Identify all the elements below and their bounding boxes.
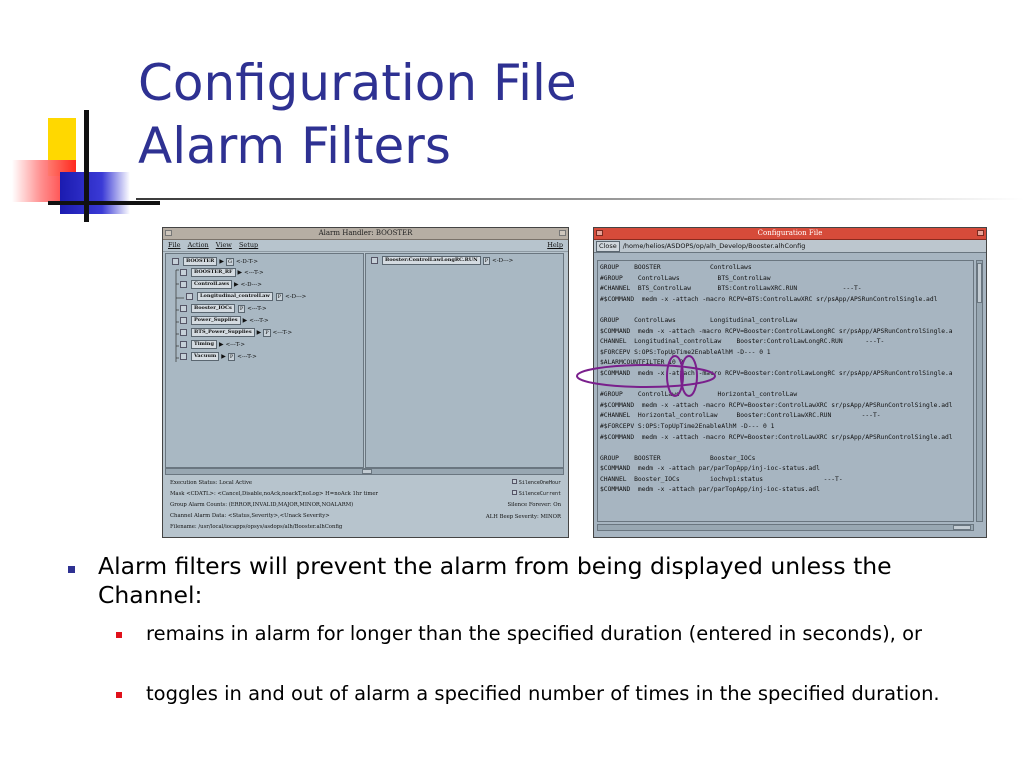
- scrollbar-knob[interactable]: [362, 469, 372, 474]
- menu-bar: [163, 240, 568, 252]
- config-line: #GROUP ControlLaws BTS_ControlLaw: [600, 274, 771, 282]
- mask-info: Mask <CDATL>: <Cancel,Disable,noAck,noackT,noLog> H=noAck 1hr timer: [170, 491, 379, 497]
- beep-severity: ALH Beep Severity: MINOR: [485, 514, 561, 520]
- status-area: [165, 477, 564, 535]
- group-status: <---T->: [225, 341, 245, 348]
- silence-one-hour-toggle[interactable]: [512, 479, 561, 486]
- title-line-1: Configuration File: [138, 54, 577, 112]
- group-status: <---T->: [237, 353, 257, 360]
- config-line: #$FORCEPV S:OPS:TopUpTime2EnableAlhM -D--- 0 1: [600, 422, 775, 430]
- expand-arrow-icon[interactable]: ▶: [234, 280, 239, 288]
- group-label[interactable]: BOOSTER: [183, 257, 217, 266]
- expand-arrow-icon[interactable]: ▶: [221, 352, 226, 360]
- group-tree-item[interactable]: [172, 257, 258, 266]
- config-line: #GROUP ControlLaws Horizontal_controlLaw: [600, 391, 798, 399]
- title-rule: [136, 198, 1024, 200]
- maximize-icon[interactable]: [559, 230, 566, 236]
- group-label[interactable]: Vacuum: [191, 352, 219, 361]
- group-checkbox[interactable]: [180, 281, 187, 288]
- group-checkbox[interactable]: [180, 305, 187, 312]
- group-checkbox[interactable]: [180, 353, 187, 360]
- decorative-logo: [0, 0, 160, 230]
- scrollbar-knob[interactable]: [977, 263, 982, 303]
- close-button[interactable]: Close: [596, 241, 620, 252]
- expand-arrow-icon[interactable]: ▶: [256, 328, 262, 336]
- expand-arrow-icon[interactable]: ▶: [219, 257, 224, 265]
- silence-current-label: SilenceCurrent: [518, 491, 561, 497]
- sub-bullet-icon: [116, 632, 122, 638]
- group-status: <---T->: [272, 329, 293, 336]
- maximize-icon[interactable]: [977, 230, 984, 236]
- horizontal-scrollbar[interactable]: [597, 524, 974, 531]
- group-label[interactable]: Booster_IOCs: [191, 304, 235, 313]
- config-line: $COMMAND medm -x -attach -macro RCPV=Booster:ControlLawLongRC sr/psApp/APSRunControlSingle.a: [600, 327, 953, 335]
- group-status: <-D-T->: [235, 258, 259, 265]
- menu-view[interactable]: View: [215, 241, 232, 249]
- scrollbar-knob[interactable]: [953, 525, 971, 530]
- menu-setup[interactable]: Setup: [238, 241, 259, 249]
- sub-bullet-icon: [116, 692, 122, 698]
- group-status: <-D--->: [240, 281, 262, 288]
- group-status: <---T->: [249, 317, 269, 324]
- title-line-2: Alarm Filters: [138, 117, 451, 175]
- config-line: #CHANNEL BTS_ControlLaw BTS:ControlLawXRC.RUN ---T-: [600, 285, 862, 293]
- group-label[interactable]: Power_Supplies: [191, 316, 241, 325]
- vertical-bar: [84, 110, 89, 222]
- silence-one-hour-label: SilenceOneHour: [518, 480, 561, 486]
- group-tree-item[interactable]: [180, 280, 262, 289]
- config-title: Configuration File: [757, 229, 823, 237]
- horizontal-bar: [48, 201, 160, 205]
- window-menu-icon[interactable]: [596, 230, 603, 236]
- channel-item[interactable]: [371, 256, 513, 265]
- group-status: <---T->: [244, 269, 264, 276]
- group-box[interactable]: P: [277, 293, 282, 300]
- silence-one-hour-checkbox[interactable]: [512, 479, 517, 484]
- horizontal-scrollbar[interactable]: [165, 468, 564, 475]
- config-line: CHANNEL Booster_IOCs iochvp1:status ---T-: [600, 475, 843, 483]
- group-tree-item[interactable]: [180, 268, 264, 277]
- expand-arrow-icon[interactable]: ▶: [242, 316, 248, 324]
- group-box[interactable]: P: [239, 305, 244, 312]
- group-tree-item[interactable]: [180, 316, 269, 325]
- menu-help[interactable]: Help: [547, 241, 563, 249]
- config-text-area[interactable]: [597, 260, 974, 522]
- group-tree-item[interactable]: [180, 352, 257, 361]
- menu-file[interactable]: File: [168, 241, 181, 249]
- sub-bullet-1: remains in alarm for longer than the specified duration (entered in seconds), or: [146, 622, 923, 645]
- group-tree-item[interactable]: [180, 340, 245, 349]
- execution-status: Execution Status: Local Active: [170, 480, 253, 486]
- filename: Filename: /usr/local/iocapps/opsys/asdops/alh/Booster.alhConfig: [170, 524, 343, 530]
- config-line: #$COMMAND medm -x -attach -macro RCPV=BTS:ControlLawXRC sr/psApp/APSRunControlSingle.adl: [600, 295, 938, 303]
- group-checkbox[interactable]: [180, 329, 187, 336]
- expand-arrow-icon[interactable]: ▶: [237, 268, 243, 276]
- channel-status: <-D--->: [492, 257, 514, 264]
- silence-current-checkbox[interactable]: [512, 490, 517, 495]
- group-label[interactable]: Longitudinal_controlLaw: [197, 292, 273, 301]
- group-tree-item[interactable]: [186, 292, 306, 301]
- alarm-panes: [165, 253, 564, 468]
- group-checkbox[interactable]: [180, 269, 187, 276]
- config-titlebar[interactable]: [594, 228, 986, 240]
- group-tree-item[interactable]: [180, 304, 267, 313]
- group-tree-pane: [165, 253, 364, 468]
- group-box[interactable]: P: [229, 353, 234, 360]
- group-box[interactable]: P: [265, 329, 269, 336]
- config-line: $COMMAND medm -x -attach par/parTopApp/inj-ioc-status.adl: [600, 486, 820, 494]
- sub-bullet-2: toggles in and out of alarm a specified number of times in the specified duration.: [146, 682, 940, 705]
- vertical-scrollbar[interactable]: [976, 260, 983, 522]
- config-line: GROUP BOOSTER Booster_IOCs: [600, 454, 756, 462]
- group-label[interactable]: BTS_Power_Supplies: [191, 328, 255, 337]
- config-line: [600, 443, 973, 454]
- config-line: $COMMAND medm -x -attach -macro RCPV=Booster:ControlLawLongRC sr/psApp/APSRunControlSingle.a: [600, 369, 953, 377]
- config-line: $ALARMCOUNTFILTER 10 2: [600, 359, 684, 367]
- group-alarm-counts: Group Alarm Counts: (ERROR,INVALID,MAJOR,MINOR,NOALARM): [170, 502, 354, 508]
- silence-current-toggle[interactable]: [512, 490, 561, 497]
- expand-arrow-icon[interactable]: ▶: [218, 340, 224, 348]
- channel-checkbox[interactable]: [371, 257, 378, 264]
- channel-pane: [365, 253, 564, 468]
- config-line: $FORCEPV S:OPS:TopUpTime2EnableAlhM -D--- 0 1: [600, 348, 771, 356]
- config-line: #CHANNEL Horizontal_controlLaw Booster:ControlLawXRC.RUN ---T-: [600, 412, 881, 420]
- slide-title: [138, 52, 577, 178]
- blue-square: [60, 172, 130, 214]
- channel-alarm-data: Channel Alarm Data: <Status,Severity>,<Unack Severity>: [170, 513, 330, 519]
- group-tree-item[interactable]: [180, 328, 292, 337]
- alarm-handler-title: Alarm Handler: BOOSTER: [318, 229, 413, 237]
- group-checkbox[interactable]: [180, 317, 187, 324]
- config-line: [600, 380, 973, 391]
- group-checkbox[interactable]: [186, 293, 193, 300]
- window-menu-icon[interactable]: [165, 230, 172, 236]
- alarm-handler-window: [162, 227, 569, 538]
- main-bullet-text: Alarm filters will prevent the alarm from being displayed unless the Channel:: [98, 552, 892, 609]
- config-line: #$COMMAND medm -x -attach -macro RCPV=Booster:ControlLawXRC sr/psApp/APSRunControlSingle.adl: [600, 401, 953, 409]
- config-line: [600, 305, 973, 316]
- config-line: #$COMMAND medm -x -attach -macro RCPV=Booster:ControlLawXRC sr/psApp/APSRunControlSingle.adl: [600, 433, 953, 441]
- menu-action[interactable]: Action: [187, 241, 209, 249]
- channel-box[interactable]: P: [484, 257, 489, 264]
- config-line: GROUP BOOSTER ControlLaws: [600, 264, 752, 271]
- config-file-window: [593, 227, 987, 538]
- config-line: $COMMAND medm -x -attach par/parTopApp/inj-ioc-status.adl: [600, 465, 820, 473]
- config-line: GROUP ControlLaws Longitudinal_controlLaw: [600, 316, 798, 324]
- config-line: CHANNEL Longitudinal_controlLaw Booster:ControlLawLongRC.RUN ---T-: [600, 338, 885, 346]
- group-label[interactable]: BOOSTER_RF: [191, 268, 236, 277]
- alarm-handler-titlebar[interactable]: [163, 228, 568, 240]
- group-label[interactable]: Timing: [191, 340, 217, 349]
- group-checkbox[interactable]: [172, 258, 179, 265]
- file-path: /home/helios/ASDOPS/op/alh_Develop/Booster.alhConfig: [622, 242, 806, 250]
- silence-forever: Silence Forever: On: [507, 502, 561, 508]
- path-bar: [594, 240, 986, 253]
- group-status: <-D--->: [285, 293, 307, 300]
- group-box[interactable]: G: [227, 258, 232, 265]
- channel-label[interactable]: Booster:ControlLawLongRC.RUN: [382, 256, 481, 265]
- group-status: <---T->: [247, 305, 267, 312]
- group-checkbox[interactable]: [180, 341, 187, 348]
- main-bullet-icon: [68, 566, 75, 573]
- group-label[interactable]: ControlLaws: [191, 280, 232, 289]
